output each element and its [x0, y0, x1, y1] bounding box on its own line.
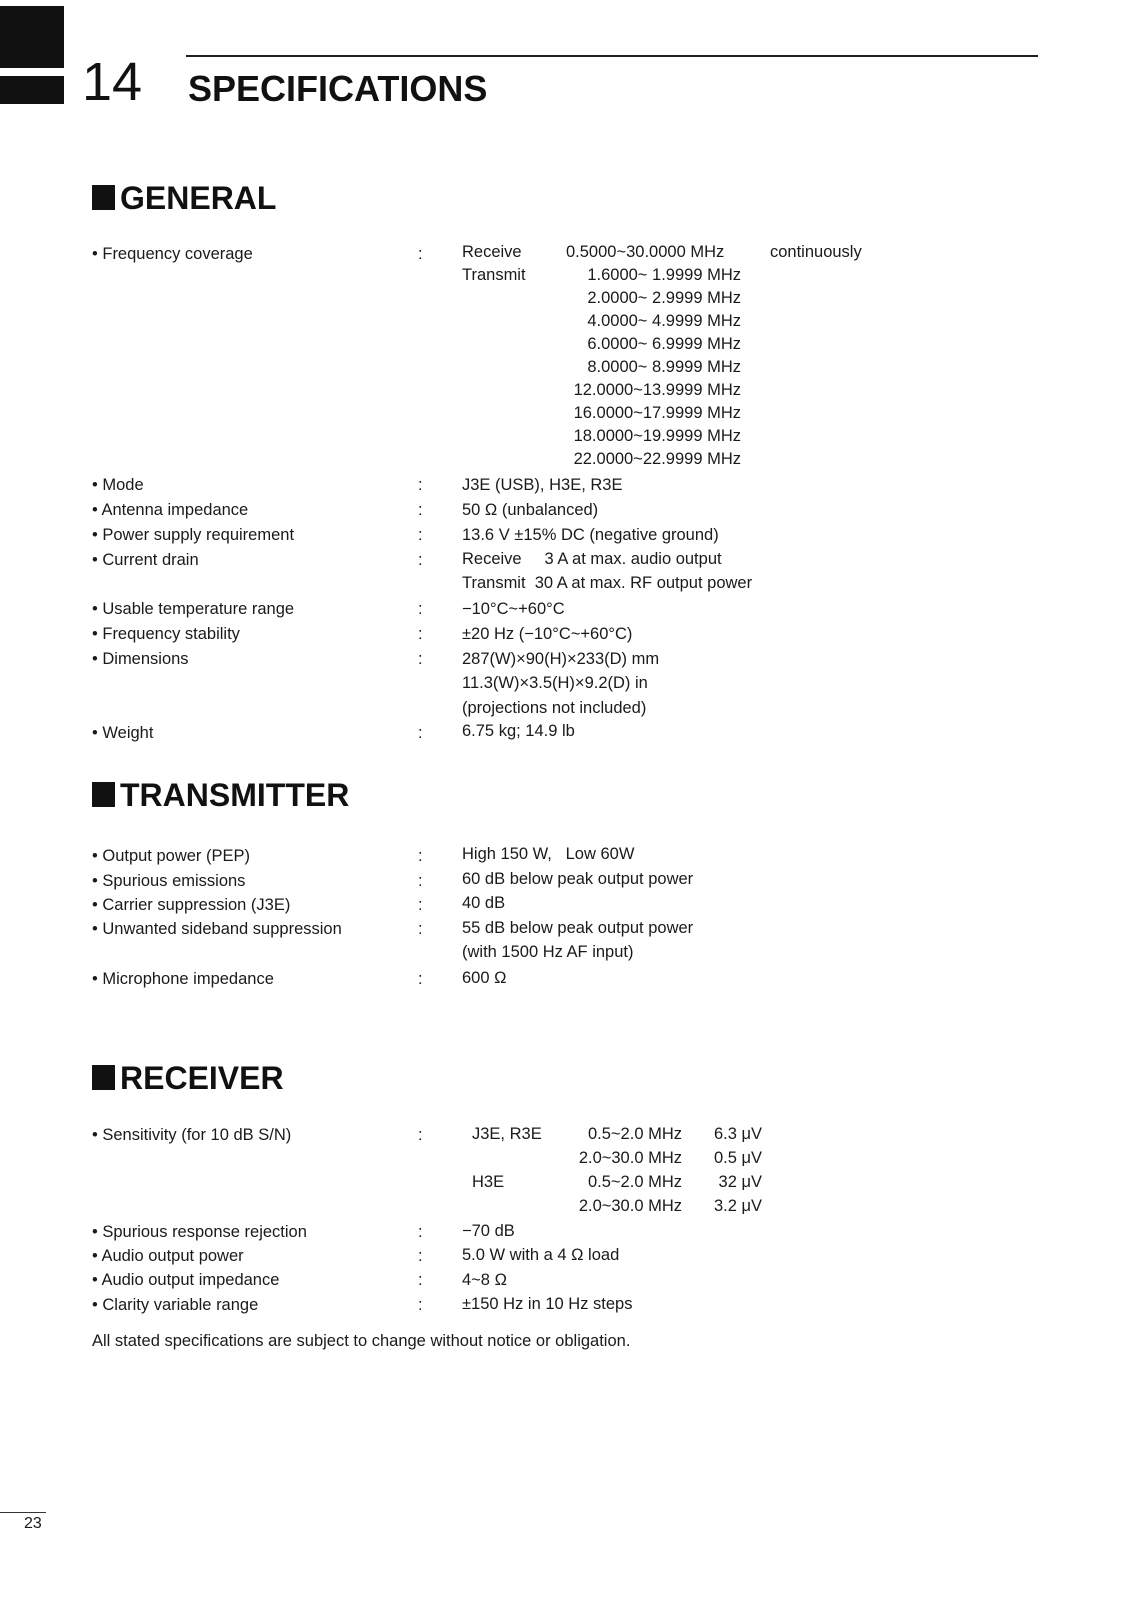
spec-colon: : — [418, 970, 423, 988]
spec-label: • Dimensions — [92, 650, 189, 668]
spec-value: High 150 W, Low 60W — [462, 845, 635, 863]
spec-colon: : — [418, 920, 423, 938]
sensitivity-value: 6.3 μV — [713, 1125, 762, 1143]
receive-label: Receive — [462, 243, 522, 261]
spec-value: 5.0 W with a 4 Ω load — [462, 1246, 620, 1264]
spec-colon: : — [418, 872, 423, 890]
spec-label: • Usable temperature range — [92, 600, 295, 618]
header-rule — [186, 55, 1038, 57]
transmit-range: 16.0000~17.9999 MHz — [573, 404, 741, 422]
spec-value: 40 dB — [462, 894, 506, 912]
sensitivity-range: 0.5~2.0 MHz — [587, 1173, 682, 1191]
spec-colon: : — [418, 1247, 423, 1265]
page-number: 23 — [24, 1515, 42, 1532]
spec-label: • Frequency coverage — [92, 245, 253, 263]
transmit-range: 1.6000~ 1.9999 MHz — [587, 266, 741, 284]
spec-label: • Mode — [92, 476, 144, 494]
section-title-receiver: RECEIVER — [92, 1060, 284, 1096]
spec-label: • Antenna impedance — [92, 501, 249, 519]
chapter-tab-block — [0, 76, 64, 104]
spec-colon: : — [418, 1296, 423, 1314]
spec-value: 4~8 Ω — [462, 1271, 507, 1289]
spec-value: 287(W)×90(H)×233(D) mm — [462, 650, 660, 668]
spec-colon: : — [418, 501, 423, 519]
spec-value: ±150 Hz in 10 Hz steps — [462, 1295, 633, 1313]
spec-value: (with 1500 Hz AF input) — [462, 943, 634, 961]
sensitivity-value: 0.5 μV — [713, 1149, 762, 1167]
spec-colon: : — [418, 650, 423, 668]
section-square-icon — [92, 782, 115, 807]
spec-label: • Weight — [92, 724, 154, 742]
spec-value: 13.6 V ±15% DC (negative ground) — [462, 526, 719, 544]
sensitivity-range: 2.0~30.0 MHz — [578, 1149, 682, 1167]
disclaimer-note: All stated specifications are subject to change without notice or obligation. — [92, 1332, 631, 1350]
page-number-rule — [0, 1512, 46, 1513]
spec-label: • Carrier suppression (J3E) — [92, 896, 291, 914]
section-square-icon — [92, 1065, 115, 1090]
spec-label: • Current drain — [92, 551, 199, 569]
section-title-transmitter: TRANSMITTER — [92, 777, 349, 813]
transmit-range: 4.0000~ 4.9999 MHz — [587, 312, 741, 330]
spec-label: • Spurious emissions — [92, 872, 246, 890]
spec-colon: : — [418, 724, 423, 742]
spec-colon: : — [418, 600, 423, 618]
spec-colon: : — [418, 476, 423, 494]
spec-value: Receive 3 A at max. audio output — [462, 550, 722, 568]
spec-label: • Power supply requirement — [92, 526, 295, 544]
spec-colon: : — [418, 1223, 423, 1241]
spec-label: • Audio output power — [92, 1247, 244, 1265]
spec-colon: : — [418, 551, 423, 569]
spec-value: −10°C~+60°C — [462, 600, 565, 618]
chapter-number: 14 — [82, 52, 143, 112]
spec-label: • Unwanted sideband suppression — [92, 920, 342, 938]
sensitivity-mode: H3E — [472, 1173, 505, 1191]
receive-note: continuously — [770, 243, 862, 261]
spec-colon: : — [418, 896, 423, 914]
spec-value: 60 dB below peak output power — [462, 870, 694, 888]
spec-value: −70 dB — [462, 1222, 515, 1240]
spec-label: • Frequency stability — [92, 625, 240, 643]
transmit-range: 22.0000~22.9999 MHz — [573, 450, 741, 468]
spec-label: • Sensitivity (for 10 dB S/N) — [92, 1126, 292, 1144]
transmit-range: 18.0000~19.9999 MHz — [573, 427, 741, 445]
transmit-range: 8.0000~ 8.9999 MHz — [587, 358, 741, 376]
spec-value: ±20 Hz (−10°C~+60°C) — [462, 625, 633, 643]
spec-colon: : — [418, 526, 423, 544]
spec-colon: : — [418, 847, 423, 865]
chapter-tab-block — [0, 6, 64, 68]
sensitivity-range: 0.5~2.0 MHz — [587, 1125, 682, 1143]
transmit-label: Transmit — [462, 266, 526, 284]
transmit-range: 2.0000~ 2.9999 MHz — [587, 289, 741, 307]
spec-colon: : — [418, 245, 423, 263]
section-square-icon — [92, 185, 115, 210]
transmit-range: 12.0000~13.9999 MHz — [573, 381, 741, 399]
section-title-general: GENERAL — [92, 180, 276, 216]
spec-colon: : — [418, 1271, 423, 1289]
spec-value: (projections not included) — [462, 699, 647, 717]
spec-value: 600 Ω — [462, 969, 507, 987]
spec-colon: : — [418, 1126, 423, 1144]
spec-label: • Spurious response rejection — [92, 1223, 307, 1241]
spec-label: • Output power (PEP) — [92, 847, 251, 865]
spec-value: J3E (USB), H3E, R3E — [462, 476, 623, 494]
spec-value: 50 Ω (unbalanced) — [462, 501, 599, 519]
sensitivity-value: 32 μV — [718, 1173, 762, 1191]
spec-label: • Clarity variable range — [92, 1296, 259, 1314]
spec-value: Transmit 30 A at max. RF output power — [462, 574, 753, 592]
sensitivity-mode: J3E, R3E — [472, 1125, 542, 1143]
spec-colon: : — [418, 625, 423, 643]
spec-value: 55 dB below peak output power — [462, 919, 694, 937]
transmit-range: 6.0000~ 6.9999 MHz — [587, 335, 741, 353]
sensitivity-range: 2.0~30.0 MHz — [578, 1197, 682, 1215]
spec-label: • Audio output impedance — [92, 1271, 280, 1289]
receive-range: 0.5000~30.0000 MHz — [566, 243, 725, 261]
spec-label: • Microphone impedance — [92, 970, 274, 988]
sensitivity-value: 3.2 μV — [713, 1197, 762, 1215]
spec-value: 6.75 kg; 14.9 lb — [462, 722, 575, 740]
spec-value: 11.3(W)×3.5(H)×9.2(D) in — [462, 674, 648, 692]
chapter-title: SPECIFICATIONS — [188, 68, 488, 109]
